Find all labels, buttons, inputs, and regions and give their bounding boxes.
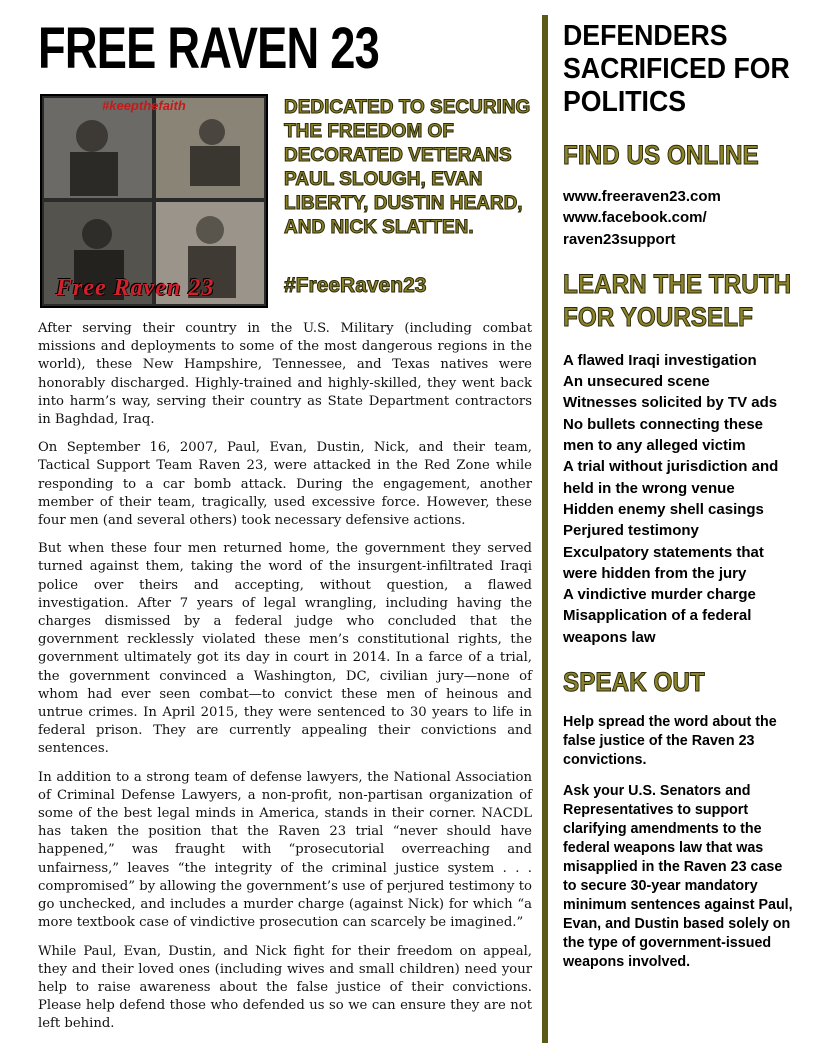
speak-out-text-1: Help spread the word about the false justice of the Raven 23 convictions. [563, 714, 777, 769]
fact-item: A flawed Iraqi investigation [563, 351, 757, 369]
fact-item: Exculpatory statements that were hidden from the jury [563, 543, 764, 582]
collage-photo [40, 94, 268, 308]
fact-item: Perjured testimony [563, 522, 699, 540]
fact-item: A vindictive murder charge [563, 586, 756, 604]
page-title: FREE RAVEN 23 [38, 16, 379, 81]
fact-item: Hidden enemy shell casings [563, 500, 764, 518]
paragraph: After serving their country in the U.S. Military (including combat missions and deployments to some of the most dangerous regions in the world), these New Hampshire, Tennessee, and Texas natives were honorably discharged. Highly-trained and highly-skilled, they went back into harm’s way, serving their country as State Department contractors in Baghdad, Iraq. [38, 321, 532, 428]
paragraph: But when these four men returned home, the government they served turned against them, taking the word of the insurgent-infiltrated Iraqi police over theirs and accepting, without question, a flawed investigation. After 7 years of legal wrangling, including having the charges dismissed by a federal judge who concluded that the government recklessly violated these men’s constitutional rights, the government ultimately got its day in court in 2014. In a farce of a trial, the government convinced a Washington, DC, civilian jury—none of whom had ever seen combat—to convict these men of heinous and untrue crimes. In April 2015, they were sentenced to 30 years to life in federal prison. They are currently appealing their convictions and sentences. [38, 541, 532, 757]
fact-item: No bullets connecting these men to any alleged victim [563, 415, 764, 455]
body-text [38, 320, 532, 1044]
paragraph: While Paul, Evan, Dustin, and Nick fight for their freedom on appeal, they and their loved ones (including wives and small children) need your help to raise awareness about the false justice of their convictions. Please help defend those who defended us so we can ensure they are not left behind. [38, 943, 532, 1032]
paragraph: In addition to a strong team of defense lawyers, the National Association of Criminal Defense Lawyers, a non-profit, non-partisan organization of some of the best legal minds in America, stands in their corner. NACDL has taken the position that the Raven 23 trial “never should have happened,” was fraught with “prosecutorial overreaching and unfairness,” leaves “the integrity of the criminal justice system . . . compromised” by allowing the government’s use of perjured testimony to go unchecked, and includes a murder charge (against Nick) for which “a more textbook case of vindictive prosecution can scarcely be imagined.” [38, 769, 532, 931]
website-link[interactable]: www.freeraven23.com [563, 188, 721, 205]
learn-heading: LEARN THE TRUTH FOR YOURSELF [563, 268, 792, 332]
speak-out-heading: SPEAK OUT [563, 667, 705, 698]
photo-caption: Free Raven 23 [56, 275, 215, 301]
dedication-text: DEDICATED TO SECURING THE FREEDOM OF DECORATED VETERANS PAUL SLOUGH, EVAN LIBERTY, DUSTIN HEARD, AND NICK SLATTEN. [284, 97, 531, 238]
find-us-heading: FIND US ONLINE [563, 140, 759, 170]
facebook-link-continued[interactable]: raven23support [563, 230, 676, 248]
facts-list [563, 350, 797, 648]
facebook-link[interactable]: www.facebook.com/ [563, 209, 707, 227]
paragraph: On September 16, 2007, Paul, Evan, Dustin, Nick, and their team, Tactical Support Team Raven 23, were attacked in the Red Zone while responding to a car bomb attack. During the engagement, another member of their team, tragically, used excessive force. However, these four men (and several others) took necessary defensive actions. [38, 440, 532, 529]
links-list [563, 186, 797, 250]
fact-item: An unsecured scene [563, 373, 710, 391]
fact-item: Misapplication of a federal weapons law [563, 607, 752, 646]
fact-item: A trial without jurisdiction and held in the wrong venue [563, 458, 779, 497]
sidebar-title: DEFENDERS SACRIFICED FOR POLITICS [563, 20, 790, 118]
speak-out-text-2: Ask your U.S. Senators and Representatives to support clarifying amendments to the federal weapons law that was misapplied in the Raven 23 case to secure 30-year mandatory minimum sentences against Paul, Evan, and Dustin based solely on the type of government-issued weapons involved. [563, 783, 793, 971]
hashtag: #FreeRaven23 [284, 274, 427, 297]
sidebar [563, 20, 797, 972]
column-divider [542, 15, 548, 1043]
photo-tag: #keepthefaith [102, 98, 186, 113]
fact-item: Witnesses solicited by TV ads [563, 394, 778, 412]
